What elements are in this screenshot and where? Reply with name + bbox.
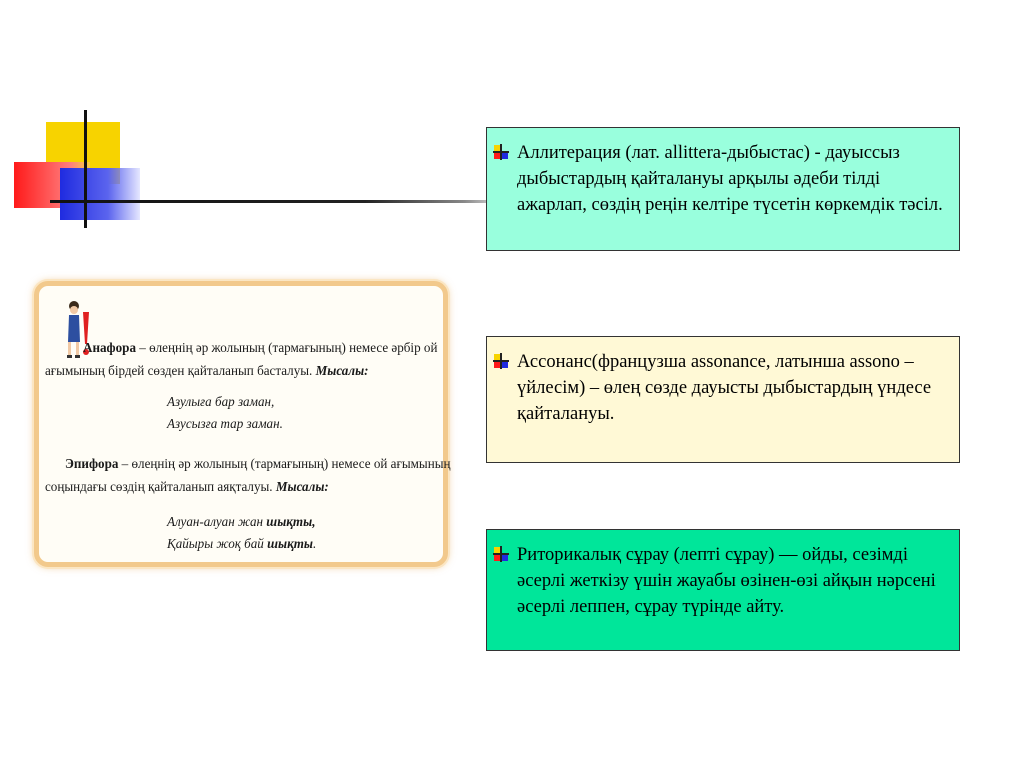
anaphora-example-line-2: Азусызға тар заман. — [167, 416, 283, 431]
decor-vertical-line — [84, 110, 87, 228]
epiphora-example-line-1: Алуан-алуан жан шықты, — [167, 514, 316, 529]
bullet-icon — [493, 144, 509, 160]
decor-blue-square — [60, 168, 140, 220]
alliteration-text: Аллитерация (лат. allittera-дыбыстас) - дауыссыз дыбыстардың қайталануы арқылы әдеби тілді ажарлап, сөздің реңін келтіре түсетін көркемдік тәсіл. — [517, 143, 943, 215]
bullet-icon — [493, 353, 509, 369]
assonance-text: Ассонанс(французша assonance, латынша assono – үйлесім) – өлең сөзде дауысты дыбыстардың үндесе қайталануы. — [517, 352, 932, 424]
epiphora-definition-line-2: соңындағы сөздің қайталанып аяқталуы. Мысалы: — [45, 479, 329, 494]
bullet-icon — [493, 546, 509, 562]
decor-horizontal-line — [50, 200, 500, 203]
anaphora-definition-line-1: Анафора – өлеңнің әр жолының (тармағының) немесе әрбір ой — [83, 340, 438, 355]
assonance-box — [486, 336, 960, 463]
epiphora-example-line-2: Қайыры жоқ бай шықты. — [167, 536, 317, 551]
anaphora-example-line-1: Азулыға бар заман, — [167, 394, 275, 409]
rhetorical-question-text: Риторикалық сұрау (лепті сұрау) — ойды, сезімді әсерлі жеткізу үшін жауабы өзінен-өзі айқын нәрсені әсерлі леппен, сұрау түрінде айту. — [517, 545, 936, 617]
alliteration-box — [486, 127, 960, 251]
anaphora-epiphora-image — [34, 281, 451, 567]
anaphora-definition-line-2: ағымының бірдей сөзден қайталанып басталуы. Мысалы: — [45, 363, 369, 378]
epiphora-definition-line-1: Эпифора – өлеңнің әр жолының (тармағының) немесе ой ағымының — [65, 456, 451, 471]
rhetorical-question-box — [486, 529, 960, 651]
